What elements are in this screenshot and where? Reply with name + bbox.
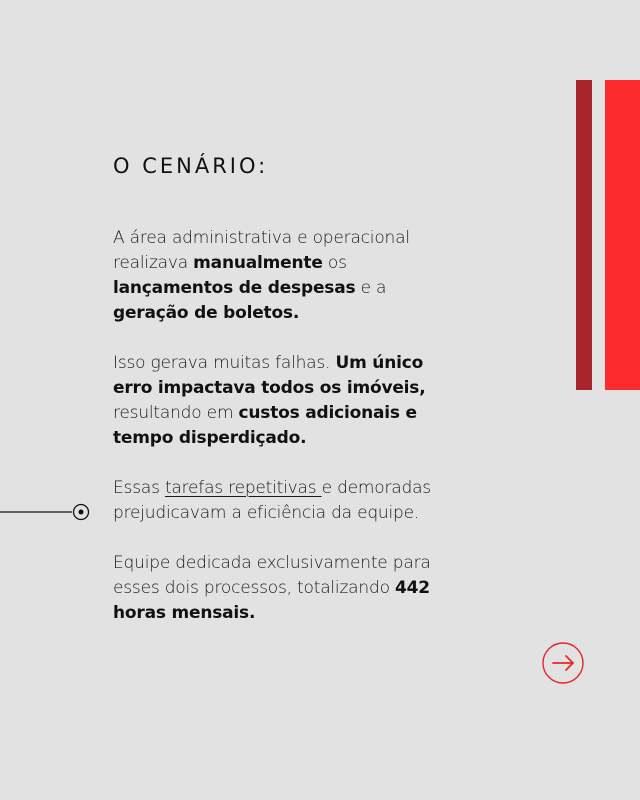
decorative-stripe-dark [576,80,592,390]
target-dot-icon [74,505,89,520]
emphasis-custos: custos adicionais e tempo disperdiçado. [113,403,417,448]
connector-line [0,502,92,522]
text-segment: Isso gerava muitas falhas. [113,353,336,373]
underlined-tarefas-repetitivas: tarefas repetitivas [164,478,322,498]
text-segment: os [322,253,347,273]
text-segment: e demoradas prejudicavam a eficiência da equipe. [113,478,431,523]
text-segment: Equipe dedicada exclusivamente para esses dois processos, totalizando [113,553,431,598]
arrow-right-icon [553,656,573,670]
emphasis-erro: Um único erro impactava todos os imóveis, [113,353,426,398]
paragraph-2 [113,351,453,451]
paragraph-3 [113,476,453,526]
slide-title: O CENÁRIO: [113,154,269,178]
paragraph-1 [113,226,453,326]
paragraph-4 [113,551,453,626]
next-slide-button[interactable] [542,642,584,684]
slide-body [113,226,453,651]
text-segment: e a [355,278,387,298]
text-segment: Essas [113,478,165,498]
emphasis-manualmente: manualmente [193,253,323,273]
text-segment: A área administrativa e operacional realizava [113,228,410,273]
text-segment: resultando em [113,403,239,423]
decorative-stripe-bright [605,80,640,390]
emphasis-boletos: geração de boletos. [113,303,300,323]
emphasis-horas: 442 horas mensais. [113,578,430,623]
emphasis-lancamentos: lançamentos de despesas [113,278,356,298]
